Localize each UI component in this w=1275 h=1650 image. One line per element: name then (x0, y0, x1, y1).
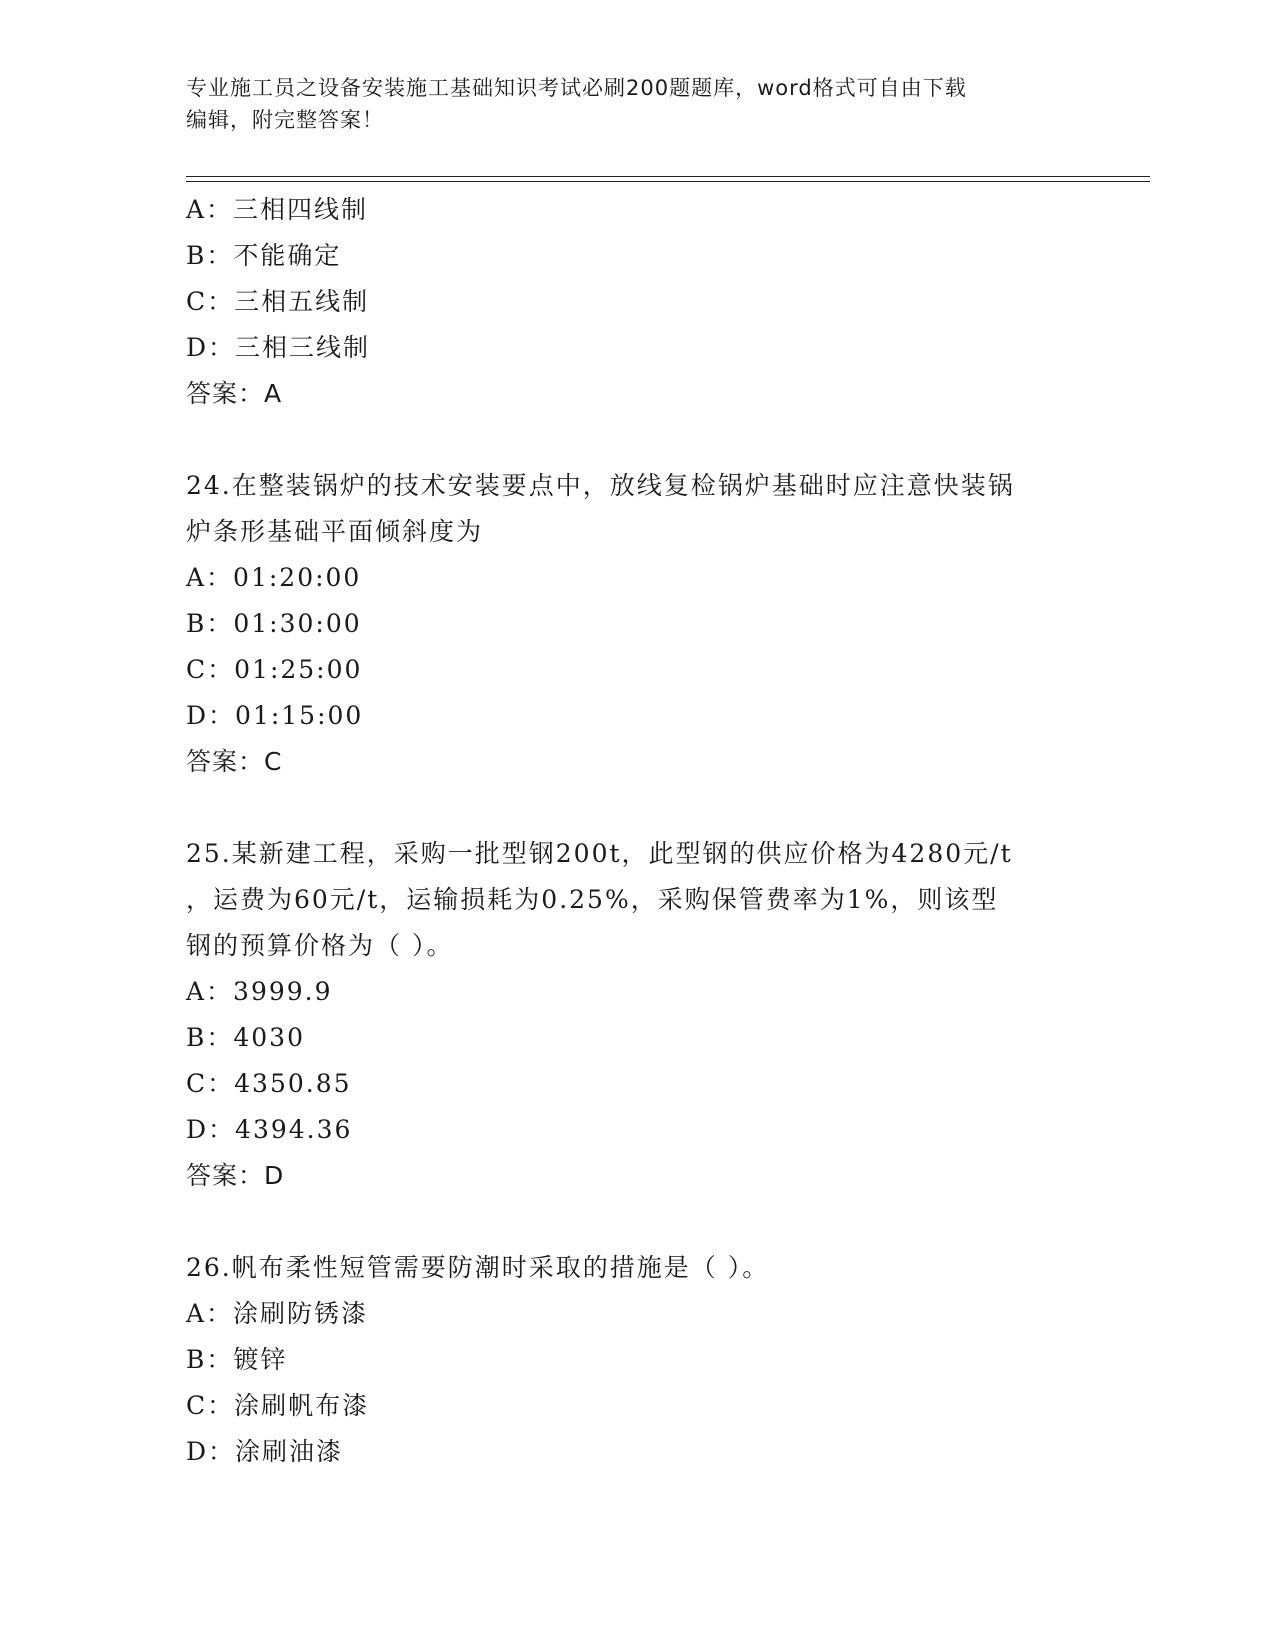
document-header (186, 72, 1086, 136)
question-stem-line: 25.某新建工程，采购一批型钢200t，此型钢的供应价格为4280元/t (186, 839, 1013, 868)
option-c: C：4350.85 (186, 1069, 352, 1098)
option-b: B：镀锌 (186, 1345, 288, 1374)
question-26 (186, 1245, 1086, 1475)
option-c: C：01:25:00 (186, 655, 363, 684)
option-b: B：4030 (186, 1023, 305, 1052)
question-stem-line: 24.在整装锅炉的技术安装要点中，放线复检锅炉基础时应注意快装锅 (186, 471, 1015, 500)
question-stem-line: 26.帆布柔性短管需要防潮时采取的措施是（ ）。 (186, 1253, 770, 1282)
option-a: A：01:20:00 (186, 563, 362, 592)
question-stem-line: 钢的预算价格为（ ）。 (186, 931, 454, 960)
answer: 答案：C (186, 747, 283, 776)
option-d: D：三相三线制 (186, 333, 371, 362)
question-25 (186, 831, 1086, 1199)
question-23 (186, 187, 1086, 417)
answer: 答案：A (186, 379, 283, 408)
option-a: A：3999.9 (186, 977, 333, 1006)
option-d: D：4394.36 (186, 1115, 353, 1144)
option-c: C：涂刷帆布漆 (186, 1391, 370, 1420)
option-c: C：三相五线制 (186, 287, 370, 316)
answer: 答案：D (186, 1161, 285, 1190)
option-a: A：涂刷防锈漆 (186, 1299, 369, 1328)
question-stem-line: 炉条形基础平面倾斜度为 (186, 517, 484, 546)
header-rule-top (186, 176, 1150, 177)
option-b: B：不能确定 (186, 241, 342, 270)
question-stem-line: ，运费为60元/t，运输损耗为0.25%，采购保管费率为1%，则该型 (186, 885, 999, 914)
header-line-1: 专业施工员之设备安装施工基础知识考试必刷200题题库，word格式可自由下载 (186, 76, 967, 100)
header-rule-bottom (186, 181, 1150, 182)
question-content (186, 187, 1086, 1475)
option-d: D：涂刷油漆 (186, 1437, 344, 1466)
option-d: D：01:15:00 (186, 701, 364, 730)
header-line-2: 编辑，附完整答案！ (186, 108, 384, 132)
option-b: B：01:30:00 (186, 609, 362, 638)
option-a: A：三相四线制 (186, 195, 369, 224)
question-24 (186, 463, 1086, 785)
